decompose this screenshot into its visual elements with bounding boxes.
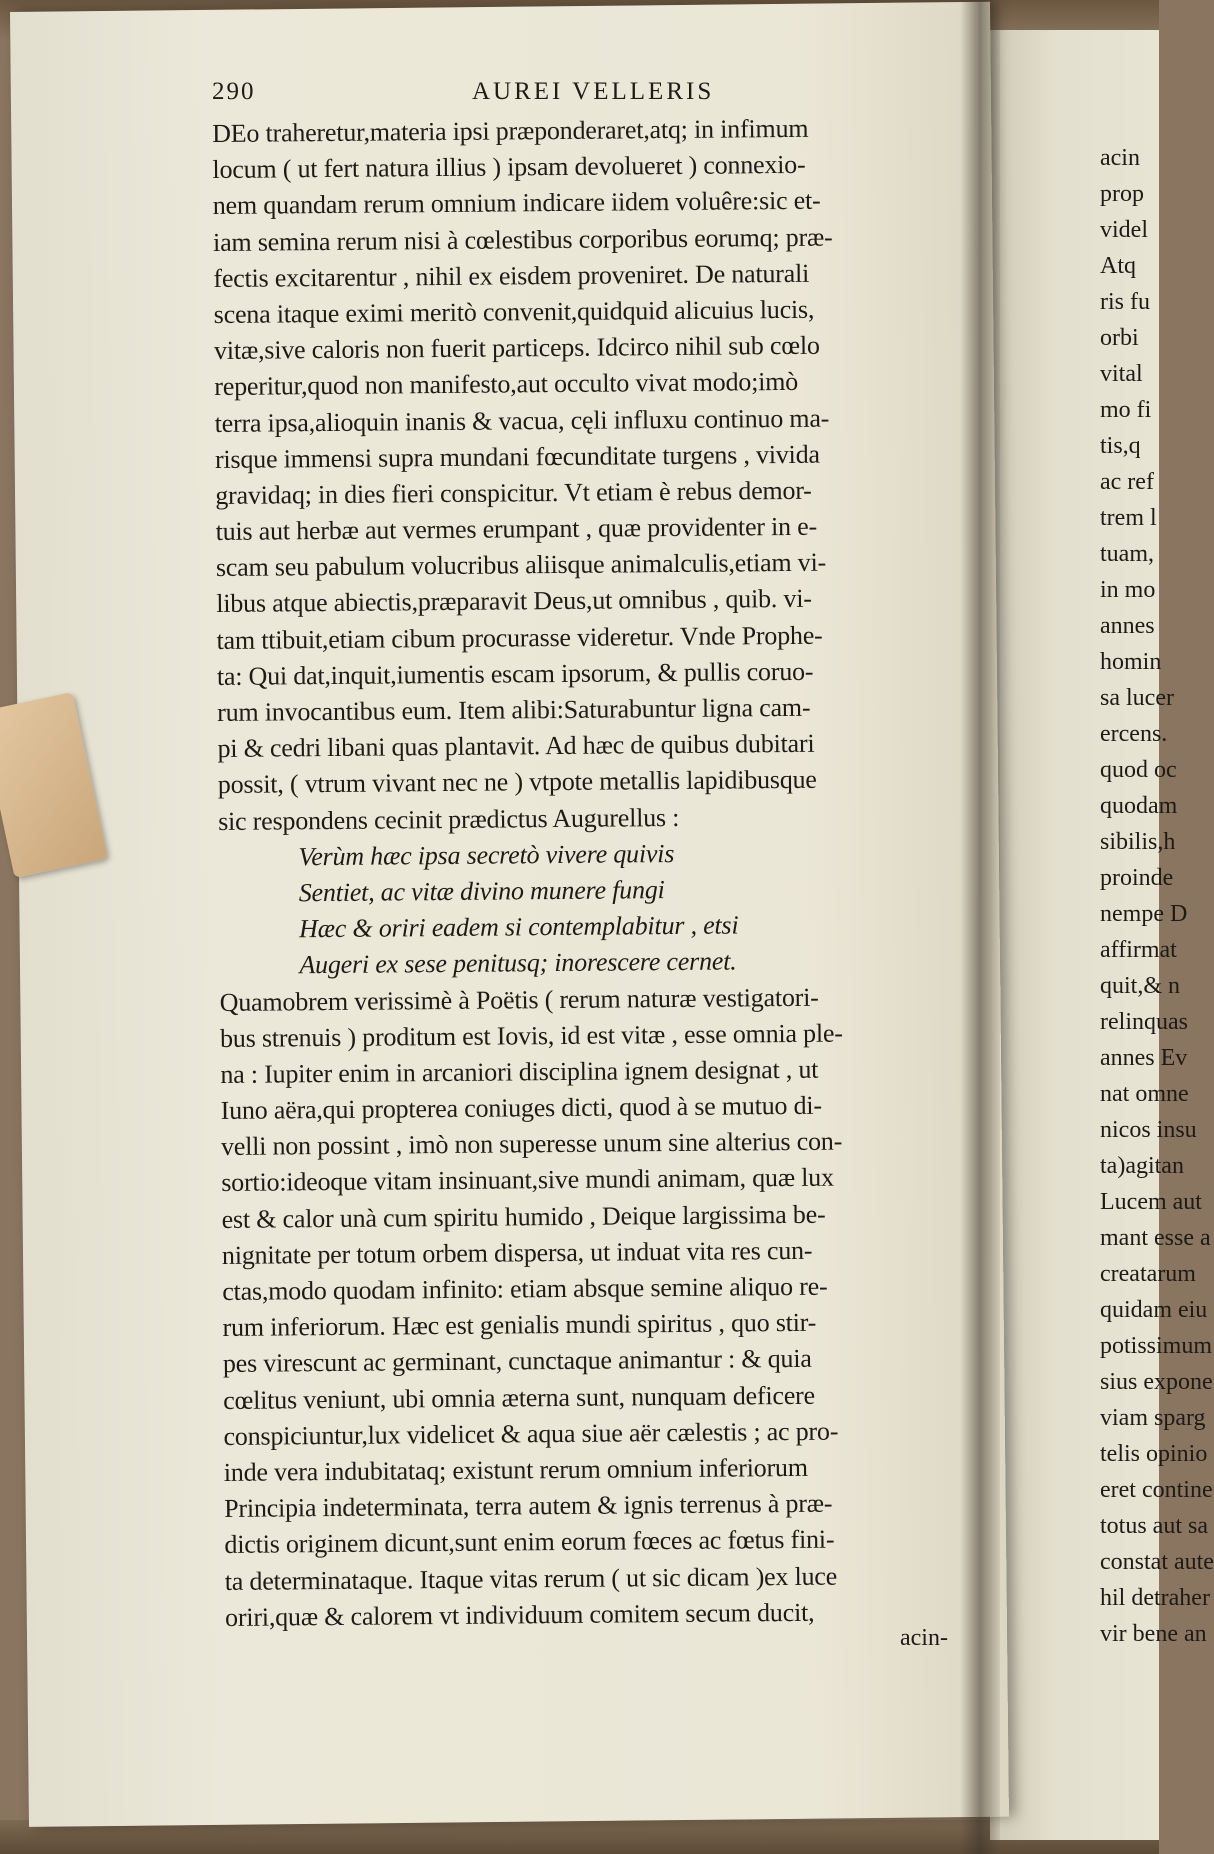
text-line: ta: Qui dat,inquit,iumentis escam ipsorum, & pullis coruo- — [216, 656, 814, 691]
verse-line: Augeri ex sese penitusq; inorescere cernet. — [299, 946, 737, 980]
text-line: pes virescunt ac germinant, cunctaque animantur : & quia — [222, 1344, 812, 1379]
right-line: affirmat — [1100, 937, 1177, 963]
text-line: velli non possint , imò non superesse unum sine alterius con- — [220, 1126, 843, 1162]
text-line: possit, ( vtrum vivant nec ne ) vtpote metallis lapidibusque — [217, 765, 817, 800]
right-line: vital — [1100, 361, 1143, 387]
right-line: viam sparg — [1100, 1405, 1206, 1431]
right-line: quidam eiu — [1100, 1297, 1208, 1323]
right-line: eret contine — [1100, 1477, 1213, 1503]
right-line: totus aut sa — [1100, 1513, 1208, 1539]
text-line: conspiciuntur,lux videlicet & aqua siue aër cælestis ; ac pro- — [223, 1416, 839, 1451]
text-line: sortio:ideoque vitam insinuant,sive mundi animam, quæ lux — [221, 1163, 834, 1198]
text-line: est & calor unà cum spiritu humido , Deique largissima be- — [221, 1199, 826, 1234]
right-line: orbi — [1100, 325, 1139, 351]
right-line: hil detraher — [1100, 1585, 1210, 1611]
page-header — [212, 78, 1012, 108]
text-line: nignitate per totum orbem dispersa, ut induat vita res cun- — [221, 1235, 813, 1270]
text-line: cœlitus veniunt, ubi omnia æterna sunt, nunquam deficere — [223, 1380, 816, 1415]
text-line: nem quandam rerum omnium indicare iidem voluêre:sic et- — [212, 186, 821, 221]
text-line: sic respondens cecinit prædictus Augurellus : — [218, 802, 680, 836]
text-line: ta determinataque. Itaque vitas rerum ( ut sic dicam )ex luce — [224, 1561, 838, 1596]
text-line: rum inferiorum. Hæc est genialis mundi spiritus , quo stir- — [222, 1307, 817, 1343]
verse-line: Verùm hæc ipsa secretò vivere quivis — [298, 838, 675, 872]
right-line: videl — [1100, 217, 1148, 243]
right-line: ris fu — [1100, 289, 1150, 315]
right-line: in mo — [1100, 577, 1156, 603]
right-line: quodam — [1100, 793, 1178, 819]
text-line: reperitur,quod non manifesto,aut occulto vivat modo;imò — [214, 367, 799, 402]
text-line: rum invocantibus eum. Item alibi:Saturabuntur ligna cam- — [217, 692, 811, 727]
right-line: ercens. — [1100, 721, 1168, 747]
text-line: libus atque abiectis,præparavit Deus,ut omnibus , quib. vi- — [216, 584, 812, 619]
right-line: mo fi — [1100, 397, 1152, 423]
text-line: locum ( ut fert natura illius ) ipsam devolueret ) connexio- — [212, 150, 806, 185]
right-line: annes Ev — [1100, 1045, 1188, 1071]
text-line: fectis excitarentur , nihil ex eisdem proveniret. De naturali — [213, 258, 810, 293]
running-head: AUREI VELLERIS — [472, 78, 715, 105]
right-line: relinquas — [1100, 1009, 1188, 1035]
verse-line: Hæc & oriri eadem si contemplabitur , etsi — [298, 910, 739, 944]
text-line: gravidaq; in dies fieri conspicitur. Vt etiam è rebus demor- — [215, 475, 812, 510]
main-text-block — [212, 109, 1037, 1636]
right-line: tuam, — [1100, 541, 1154, 567]
text-line: Iuno aëra,qui propterea coniuges dicti, quod à se mutuo di- — [220, 1090, 822, 1126]
right-line: nicos insu — [1100, 1117, 1197, 1143]
text-line: terra ipsa,alioquin inanis & vacua, cęli influxu continuo ma- — [214, 403, 830, 438]
right-line: homin — [1100, 649, 1162, 675]
text-line: Quamobrem verissimè à Poëtis ( rerum naturæ vestigatori- — [219, 982, 819, 1017]
right-line: vir bene an — [1100, 1621, 1207, 1647]
right-line: acin — [1100, 145, 1140, 171]
text-line: tam ttibuit,etiam cibum procurasse videretur. Vnde Prophe- — [216, 620, 823, 655]
text-line: Principia indeterminata, terra autem & ignis terrenus à præ- — [224, 1488, 833, 1524]
right-line: creatarum — [1100, 1261, 1196, 1287]
text-line: tuis aut herbæ aut vermes erumpant , quæ providenter in e- — [215, 511, 818, 547]
catchword: acin- — [900, 1625, 948, 1651]
text-line: pi & cedri libani quas plantavit. Ad hæc de quibus dubitari — [217, 728, 815, 764]
right-line: constat aute — [1100, 1549, 1214, 1575]
right-line: mant esse a — [1100, 1225, 1211, 1251]
right-page-text — [1100, 140, 1214, 1652]
right-line: telis opinio — [1100, 1441, 1208, 1467]
text-line: oriri,quæ & calorem vt individuum comitem secum ducit, — [224, 1597, 815, 1632]
text-line: scena itaque eximi meritò convenit,quidquid alicuius lucis, — [213, 294, 815, 329]
right-line: Atq — [1100, 253, 1136, 279]
right-line: Lucem aut — [1100, 1189, 1202, 1215]
text-line: DEo traheretur,materia ipsi præponderaret,atq; in infimum — [212, 113, 809, 148]
text-line: bus strenuis ) proditum est Iovis, id est vitæ , esse omnia ple- — [219, 1018, 843, 1053]
text-line: scam seu pabulum volucribus aliisque animalculis,etiam vi- — [215, 547, 827, 583]
text-line: na : Iupiter enim in arcaniori disciplina ignem designat , ut — [220, 1054, 819, 1089]
text-line: vitæ,sive caloris non fuerit particeps. Idcirco nihil sub cœlo — [213, 330, 820, 366]
right-line: sa lucer — [1100, 685, 1174, 711]
verse-line: Sentiet, ac vitæ divino munere fungi — [298, 875, 665, 908]
right-line: nempe D — [1100, 901, 1188, 927]
right-line: ac ref — [1100, 469, 1154, 495]
right-line: sibilis,h — [1100, 829, 1176, 855]
text-line: ctas,modo quodam infinito: etiam absque semine aliquo re- — [222, 1271, 828, 1306]
right-line: tis,q — [1100, 433, 1141, 459]
right-line: annes — [1100, 613, 1155, 639]
right-line: trem l — [1100, 505, 1157, 531]
text-line: inde vera indubitataq; existunt rerum omnium inferiorum — [223, 1452, 808, 1487]
right-line: potissimum — [1100, 1333, 1213, 1359]
right-line: nat omne — [1100, 1081, 1189, 1107]
page-number: 290 — [212, 78, 256, 105]
right-line: ta)agitan — [1100, 1153, 1184, 1179]
right-line: proinde — [1100, 865, 1174, 891]
text-line: dictis originem dicunt,sunt enim eorum fœces ac fœtus fini- — [224, 1524, 835, 1560]
right-line: quod oc — [1100, 757, 1177, 783]
right-line: sius expone — [1100, 1369, 1213, 1395]
text-line: risque immensi supra mundani fœcunditate turgens , vivida — [214, 439, 820, 474]
right-line: prop — [1100, 181, 1144, 207]
right-line: quit,& n — [1100, 973, 1181, 999]
text-line: iam semina rerum nisi à cœlestibus corporibus eorumq; præ- — [212, 222, 833, 257]
